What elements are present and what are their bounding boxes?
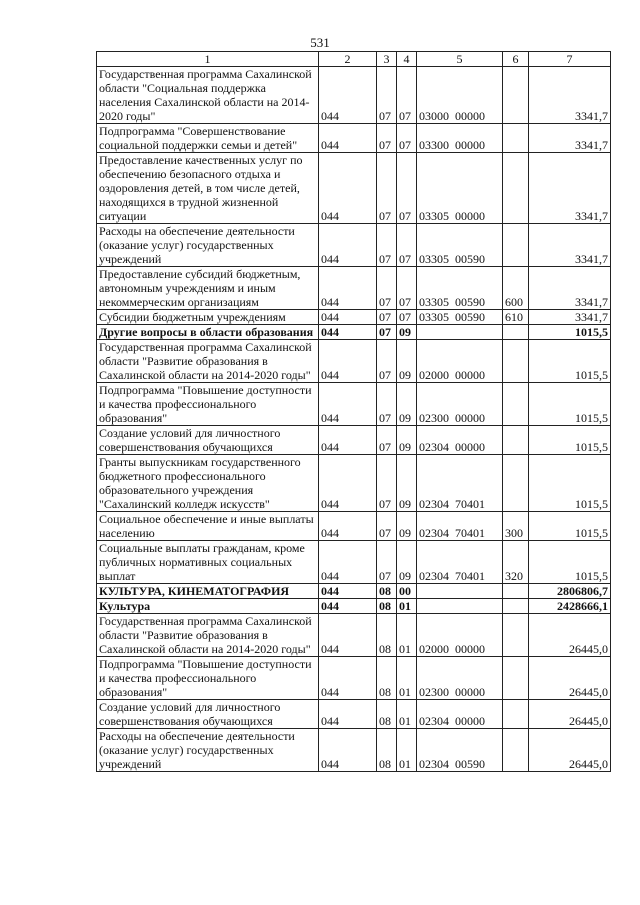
cell-admin-code: 044 [319, 340, 377, 383]
cell-target-article: 03305 00590 [417, 267, 503, 310]
cell-admin-code: 044 [319, 700, 377, 729]
cell-target-article [417, 325, 503, 340]
cell-section-code: 07 [377, 124, 397, 153]
cell-admin-code: 044 [319, 67, 377, 124]
cell-expense-type [503, 614, 529, 657]
cell-section-code: 07 [377, 67, 397, 124]
cell-section-code: 07 [377, 512, 397, 541]
cell-section-code: 08 [377, 729, 397, 772]
cell-expense-type [503, 340, 529, 383]
cell-subsection-code: 07 [397, 67, 417, 124]
table-row [97, 541, 611, 584]
cell-expense-type [503, 700, 529, 729]
cell-target-article: 03305 00590 [417, 310, 503, 325]
header-row [97, 52, 611, 67]
table-row [97, 614, 611, 657]
cell-target-article: 02304 70401 [417, 512, 503, 541]
cell-section-code: 07 [377, 426, 397, 455]
cell-section-code: 08 [377, 599, 397, 614]
cell-amount: 26445,0 [529, 700, 611, 729]
table-row [97, 657, 611, 700]
cell-subsection-code: 01 [397, 599, 417, 614]
cell-admin-code: 044 [319, 310, 377, 325]
page-number: 531 [310, 35, 330, 50]
cell-amount: 26445,0 [529, 729, 611, 772]
cell-expense-type [503, 729, 529, 772]
cell-amount: 3341,7 [529, 267, 611, 310]
cell-item-name: Предоставление качественных услуг по обеспечению безопасного отдыха и оздоровления детей, в том числе детей, находящихся в трудной жизненной ситуации [97, 153, 319, 224]
cell-section-code: 07 [377, 455, 397, 512]
cell-section-code: 07 [377, 224, 397, 267]
cell-item-name: Подпрограмма "Повышение доступности и качества профессионального образования" [97, 383, 319, 426]
cell-amount: 2806806,7 [529, 584, 611, 599]
col-header-2: 2 [319, 52, 377, 67]
cell-expense-type [503, 224, 529, 267]
cell-amount: 1015,5 [529, 541, 611, 584]
cell-subsection-code: 00 [397, 584, 417, 599]
cell-amount: 26445,0 [529, 614, 611, 657]
table-row [97, 455, 611, 512]
table-row [97, 383, 611, 426]
cell-amount: 3341,7 [529, 224, 611, 267]
cell-expense-type: 610 [503, 310, 529, 325]
cell-target-article: 02304 00590 [417, 729, 503, 772]
cell-amount: 26445,0 [529, 657, 611, 700]
cell-admin-code: 044 [319, 267, 377, 310]
cell-item-name: Гранты выпускникам государственного бюджетного профессионального образовательного учреждения "Сахалинский колледж искусств" [97, 455, 319, 512]
table-row [97, 512, 611, 541]
cell-expense-type: 300 [503, 512, 529, 541]
col-header-1: 1 [97, 52, 319, 67]
cell-target-article: 03305 00000 [417, 153, 503, 224]
cell-target-article: 02300 00000 [417, 657, 503, 700]
cell-admin-code: 044 [319, 512, 377, 541]
cell-subsection-code: 01 [397, 614, 417, 657]
cell-item-name: Расходы на обеспечение деятельности (оказание услуг) государственных учреждений [97, 224, 319, 267]
cell-subsection-code: 09 [397, 325, 417, 340]
cell-section-code: 08 [377, 657, 397, 700]
cell-item-name: Создание условий для личностного совершенствования обучающихся [97, 426, 319, 455]
cell-item-name: Субсидии бюджетным учреждениям [97, 310, 319, 325]
table-row [97, 700, 611, 729]
cell-expense-type [503, 455, 529, 512]
cell-admin-code: 044 [319, 729, 377, 772]
cell-subsection-code: 07 [397, 124, 417, 153]
cell-item-name: Подпрограмма "Повышение доступности и качества профессионального образования" [97, 657, 319, 700]
cell-expense-type [503, 599, 529, 614]
table-row [97, 426, 611, 455]
cell-target-article: 03305 00590 [417, 224, 503, 267]
cell-item-name: Культура [97, 599, 319, 614]
cell-target-article [417, 584, 503, 599]
cell-admin-code: 044 [319, 124, 377, 153]
cell-expense-type: 320 [503, 541, 529, 584]
cell-subsection-code: 07 [397, 224, 417, 267]
table-row [97, 124, 611, 153]
cell-amount: 3341,7 [529, 153, 611, 224]
cell-admin-code: 044 [319, 426, 377, 455]
cell-amount: 1015,5 [529, 512, 611, 541]
cell-expense-type [503, 426, 529, 455]
cell-section-code: 08 [377, 614, 397, 657]
cell-admin-code: 044 [319, 599, 377, 614]
cell-subsection-code: 09 [397, 455, 417, 512]
cell-expense-type [503, 657, 529, 700]
cell-subsection-code: 01 [397, 657, 417, 700]
cell-expense-type [503, 325, 529, 340]
cell-item-name: Предоставление субсидий бюджетным, автономным учреждениям и иным некоммерческим организациям [97, 267, 319, 310]
cell-target-article: 02300 00000 [417, 383, 503, 426]
cell-amount: 3341,7 [529, 67, 611, 124]
table-row [97, 325, 611, 340]
cell-target-article: 03000 00000 [417, 67, 503, 124]
col-header-6: 6 [503, 52, 529, 67]
cell-item-name: Подпрограмма "Совершенствование социальной поддержки семьи и детей" [97, 124, 319, 153]
cell-item-name: Создание условий для личностного совершенствования обучающихся [97, 700, 319, 729]
col-header-3: 3 [377, 52, 397, 67]
cell-amount: 1015,5 [529, 325, 611, 340]
table-row [97, 267, 611, 310]
cell-subsection-code: 09 [397, 383, 417, 426]
col-header-7: 7 [529, 52, 611, 67]
cell-amount: 1015,5 [529, 340, 611, 383]
cell-target-article: 02304 70401 [417, 541, 503, 584]
cell-admin-code: 044 [319, 455, 377, 512]
table-row [97, 599, 611, 614]
cell-admin-code: 044 [319, 153, 377, 224]
cell-target-article: 02304 00000 [417, 700, 503, 729]
cell-target-article: 02000 00000 [417, 614, 503, 657]
cell-section-code: 07 [377, 153, 397, 224]
cell-subsection-code: 09 [397, 512, 417, 541]
cell-section-code: 07 [377, 267, 397, 310]
table-row [97, 153, 611, 224]
cell-target-article: 02000 00000 [417, 340, 503, 383]
cell-item-name: Государственная программа Сахалинской области "Развитие образования в Сахалинской области на 2014-2020 годы" [97, 340, 319, 383]
cell-expense-type: 600 [503, 267, 529, 310]
cell-expense-type [503, 383, 529, 426]
cell-admin-code: 044 [319, 541, 377, 584]
cell-item-name: Социальные выплаты гражданам, кроме публичных нормативных социальных выплат [97, 541, 319, 584]
col-header-4: 4 [397, 52, 417, 67]
cell-subsection-code: 07 [397, 267, 417, 310]
cell-admin-code: 044 [319, 224, 377, 267]
cell-target-article: 03300 00000 [417, 124, 503, 153]
cell-amount: 1015,5 [529, 383, 611, 426]
cell-expense-type [503, 67, 529, 124]
cell-section-code: 07 [377, 340, 397, 383]
cell-subsection-code: 01 [397, 729, 417, 772]
cell-section-code: 08 [377, 700, 397, 729]
table-row [97, 310, 611, 325]
cell-subsection-code: 09 [397, 340, 417, 383]
cell-section-code: 07 [377, 541, 397, 584]
cell-admin-code: 044 [319, 657, 377, 700]
cell-admin-code: 044 [319, 325, 377, 340]
col-header-5: 5 [417, 52, 503, 67]
cell-target-article: 02304 70401 [417, 455, 503, 512]
cell-item-name: КУЛЬТУРА, КИНЕМАТОГРАФИЯ [97, 584, 319, 599]
cell-admin-code: 044 [319, 614, 377, 657]
cell-item-name: Государственная программа Сахалинской области "Социальная поддержка населения Сахалинской области на 2014-2020 годы" [97, 67, 319, 124]
table-row [97, 340, 611, 383]
cell-subsection-code: 07 [397, 310, 417, 325]
cell-subsection-code: 09 [397, 426, 417, 455]
budget-table [96, 51, 611, 772]
cell-expense-type [503, 153, 529, 224]
cell-amount: 1015,5 [529, 426, 611, 455]
cell-item-name: Расходы на обеспечение деятельности (оказание услуг) государственных учреждений [97, 729, 319, 772]
cell-subsection-code: 07 [397, 153, 417, 224]
table-row [97, 584, 611, 599]
cell-amount: 2428666,1 [529, 599, 611, 614]
table-row [97, 224, 611, 267]
cell-section-code: 08 [377, 584, 397, 599]
cell-item-name: Другие вопросы в области образования [97, 325, 319, 340]
cell-section-code: 07 [377, 310, 397, 325]
cell-subsection-code: 09 [397, 541, 417, 584]
table-row [97, 729, 611, 772]
cell-admin-code: 044 [319, 383, 377, 426]
cell-subsection-code: 01 [397, 700, 417, 729]
cell-amount: 3341,7 [529, 310, 611, 325]
cell-item-name: Социальное обеспечение и иные выплаты населению [97, 512, 319, 541]
cell-item-name: Государственная программа Сахалинской области "Развитие образования в Сахалинской области на 2014-2020 годы" [97, 614, 319, 657]
cell-amount: 1015,5 [529, 455, 611, 512]
cell-section-code: 07 [377, 383, 397, 426]
cell-expense-type [503, 124, 529, 153]
cell-amount: 3341,7 [529, 124, 611, 153]
table-row [97, 67, 611, 124]
cell-admin-code: 044 [319, 584, 377, 599]
cell-expense-type [503, 584, 529, 599]
cell-section-code: 07 [377, 325, 397, 340]
cell-target-article: 02304 00000 [417, 426, 503, 455]
cell-target-article [417, 599, 503, 614]
